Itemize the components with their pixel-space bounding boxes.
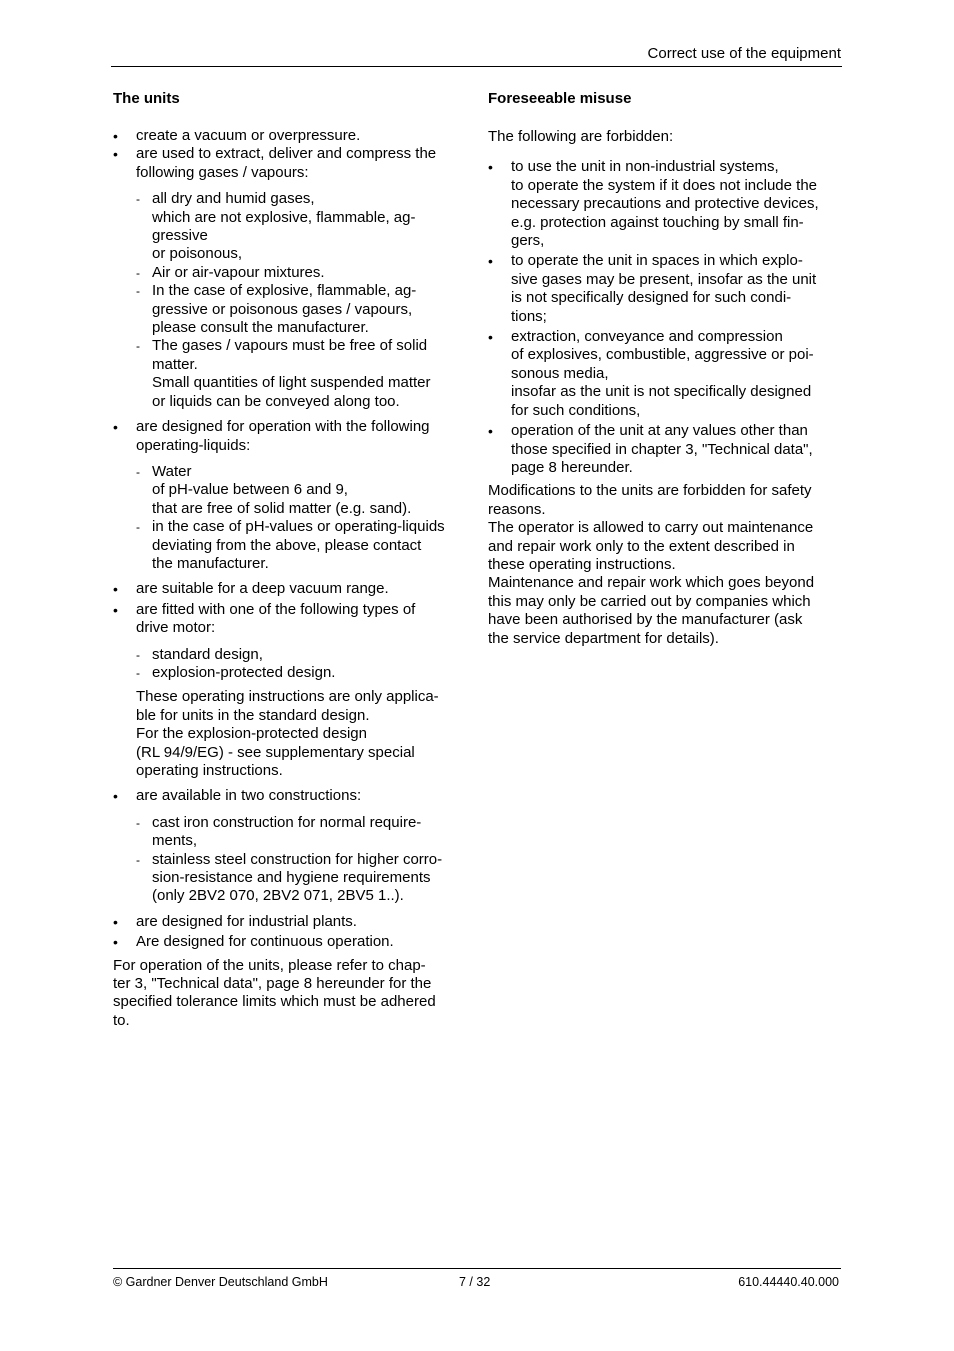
sub-item-line: - in the case of pH-values or operating-liquids <box>152 518 445 536</box>
list-item <box>113 787 469 905</box>
note-line: ble for units in the standard design. <box>136 706 370 724</box>
list-item <box>488 328 842 420</box>
modifications-paragraph <box>488 482 842 519</box>
sub-item-line: - cast iron construction for normal require- <box>152 813 422 831</box>
bullet-text-line: those specified in chapter 3, "Technical data", <box>511 440 813 458</box>
paragraph-line: The operator is allowed to carry out maintenance <box>488 519 814 537</box>
bullet-text-line: of explosives, combustible, aggressive or poi- <box>511 346 814 364</box>
bullet-text-line: • are used to extract, deliver and compress the <box>136 145 437 163</box>
note-line: operating instructions. <box>136 762 283 779</box>
sub-item-line: - stainless steel construction for higher corro- <box>152 850 443 868</box>
maintenance-paragraph <box>488 574 842 648</box>
sub-item-line: deviating from the above, please contact <box>152 536 422 554</box>
note-line: For the explosion-protected design <box>136 725 367 743</box>
motor-note <box>136 688 469 780</box>
bullet-text: are suitable for a deep vacuum range. <box>136 580 389 598</box>
bullet-text-line: e.g. protection against touching by small fin- <box>511 213 804 231</box>
sub-item-line: ments, <box>152 832 198 850</box>
sub-list-item <box>136 851 469 906</box>
sub-item-line: which are not explosive, flammable, ag- <box>152 208 416 226</box>
bullet-text-line: • extraction, conveyance and compression <box>511 328 783 346</box>
paragraph-line: have been authorised by the manufacturer (ask <box>488 611 803 629</box>
sub-list-item <box>136 646 469 664</box>
paragraph-line: reasons. <box>488 500 546 518</box>
running-header: Correct use of the equipment <box>647 45 841 62</box>
list-item <box>113 913 469 931</box>
bullet-text-line: drive motor: <box>136 619 216 637</box>
closing-paragraph <box>113 957 469 1031</box>
sub-item-line: Small quantities of light suspended matter <box>152 374 431 392</box>
sub-list-item <box>136 264 469 282</box>
bullet-text-line: is not specifically designed for such condi- <box>511 289 792 307</box>
sub-list-item <box>136 337 469 411</box>
bullet-text-line: sive gases may be present, insofar as the unit <box>511 270 817 288</box>
list-item <box>113 127 469 145</box>
left-column <box>113 90 469 1030</box>
bullet-text-line: tions; <box>511 307 547 325</box>
operator-paragraph <box>488 519 842 574</box>
bullet-text-line: for such conditions, <box>511 401 641 419</box>
list-item <box>113 145 469 411</box>
list-item <box>488 422 842 477</box>
sub-item-line: - Water <box>152 462 192 480</box>
list-item <box>488 252 842 326</box>
sub-list-item <box>136 190 469 264</box>
paragraph-line: Modifications to the units are forbidden for safety <box>488 482 812 500</box>
sub-item-line: (only 2BV2 070, 2BV2 071, 2BV5 1..). <box>152 887 404 905</box>
footer-document-number: 610.44440.40.000 <box>738 1275 839 1289</box>
paragraph-line: the service department for details). <box>488 629 719 647</box>
footer-page-number: 7 / 32 <box>459 1275 491 1289</box>
sub-item-line: - In the case of explosive, flammable, ag- <box>152 282 417 300</box>
paragraph-line: specified tolerance limits which must be adhered <box>113 993 436 1011</box>
misuse-bullet-list <box>488 158 842 477</box>
paragraph-line: ter 3, "Technical data", page 8 hereunder for the <box>113 975 432 993</box>
motor-sub-list <box>136 646 469 683</box>
sub-item-line: - Air or air-vapour mixtures. <box>152 263 325 281</box>
paragraph-line: this may only be carried out by companies which <box>488 592 811 610</box>
sub-list-item <box>136 463 469 518</box>
footer-divider <box>113 1268 841 1269</box>
paragraph-line: For operation of the units, please refer to chap- <box>113 956 426 974</box>
sub-item-line: or liquids can be conveyed along too. <box>152 392 400 410</box>
right-column <box>488 90 842 648</box>
sub-item-line: the manufacturer. <box>152 554 269 572</box>
sub-item-line: that are free of solid matter (e.g. sand). <box>152 499 412 517</box>
bullet-text-line: • are fitted with one of the following types of <box>136 600 416 618</box>
bullet-text-line: necessary precautions and protective devices, <box>511 195 819 213</box>
bullet-text: Are designed for continuous operation. <box>136 933 394 951</box>
list-item <box>113 580 469 598</box>
section-heading-units: The units <box>113 90 180 107</box>
sub-item-line: gressive <box>152 227 208 245</box>
sub-item-line: - The gases / vapours must be free of solid <box>152 337 428 355</box>
sub-item-line: - explosion-protected design. <box>152 663 336 681</box>
bullet-text-line: • operation of the unit at any values other than <box>511 422 808 440</box>
bullet-text-line: to operate the system if it does not include the <box>511 176 818 194</box>
bullet-text-line: operating-liquids: <box>136 436 251 454</box>
sub-item-line: matter. <box>152 355 198 373</box>
bullet-text-line: • to operate the unit in spaces in which explo- <box>511 252 803 270</box>
section-heading-misuse: Foreseeable misuse <box>488 90 632 107</box>
bullet-text-line: insofar as the unit is not specifically designed <box>511 383 812 401</box>
sub-item-line: - standard design, <box>152 645 263 663</box>
note-line: These operating instructions are only applica- <box>136 688 439 706</box>
bullet-text-line: • to use the unit in non-industrial systems, <box>511 158 779 176</box>
sub-item-line: sion-resistance and hygiene requirements <box>152 869 431 887</box>
bullet-text: are designed for industrial plants. <box>136 912 357 930</box>
header-divider <box>111 66 842 67</box>
sub-item-line: or poisonous, <box>152 245 243 263</box>
paragraph-line: and repair work only to the extent described in <box>488 537 795 555</box>
paragraph-line: to. <box>113 1011 130 1029</box>
bullet-text-line: following gases / vapours: <box>136 163 309 181</box>
sub-item-line: please consult the manufacturer. <box>152 319 369 337</box>
sub-item-line: of pH-value between 6 and 9, <box>152 481 348 499</box>
bullet-text-line: • are designed for operation with the following <box>136 418 430 436</box>
bullet-text: create a vacuum or overpressure. <box>136 127 361 144</box>
paragraph-line: Maintenance and repair work which goes beyond <box>488 574 815 592</box>
footer-copyright: © Gardner Denver Deutschland GmbH <box>113 1275 328 1289</box>
bullet-text-line: • are available in two constructions: <box>136 787 362 805</box>
bullet-text-line: sonous media, <box>511 364 609 382</box>
sub-list-item <box>136 282 469 337</box>
list-item <box>488 158 842 250</box>
misuse-intro: The following are forbidden: <box>488 128 674 145</box>
sub-item-line: gressive or poisonous gases / vapours, <box>152 300 413 318</box>
gases-sub-list <box>136 190 469 411</box>
list-item <box>113 933 469 951</box>
sub-list-item <box>136 814 469 851</box>
list-item <box>113 418 469 573</box>
note-line: (RL 94/9/EG) - see supplementary special <box>136 743 415 761</box>
liquids-sub-list <box>136 463 469 573</box>
bullet-text-line: gers, <box>511 232 545 250</box>
paragraph-line: these operating instructions. <box>488 555 676 573</box>
constructions-sub-list <box>136 814 469 906</box>
sub-list-item <box>136 518 469 573</box>
units-bullet-list <box>113 127 469 952</box>
sub-list-item <box>136 664 469 682</box>
sub-item-line: - all dry and humid gases, <box>152 190 315 208</box>
bullet-text-line: page 8 hereunder. <box>511 458 633 476</box>
list-item <box>113 601 469 781</box>
